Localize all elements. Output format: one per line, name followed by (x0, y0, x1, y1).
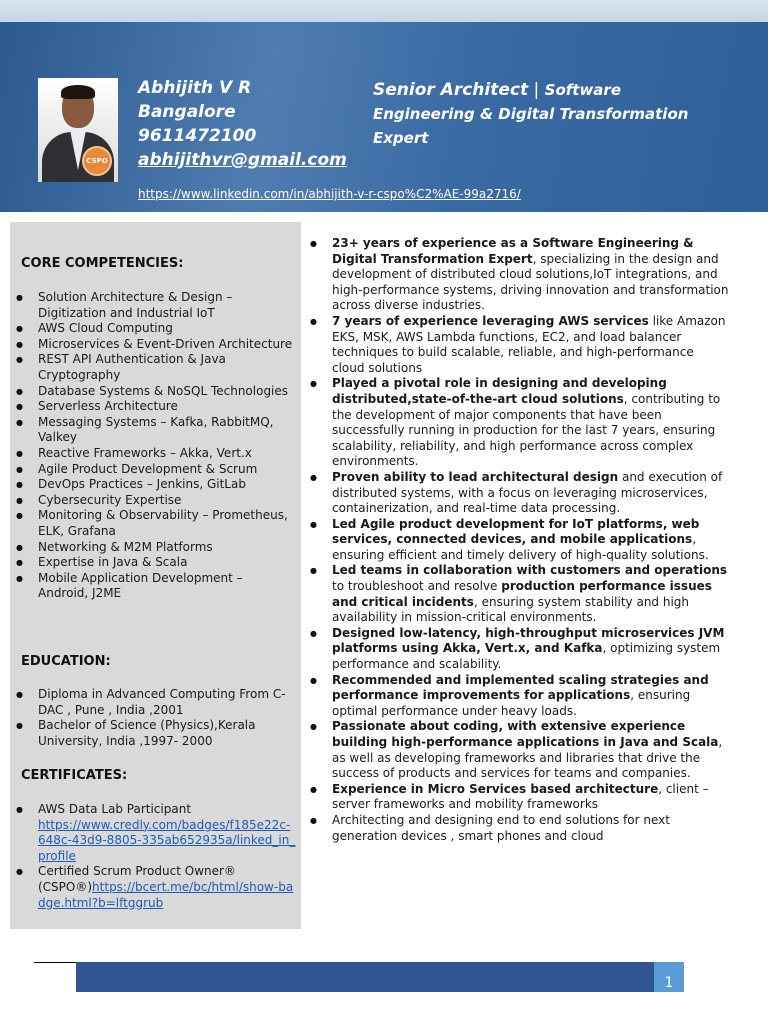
list-item: ● Monitoring & Observability – Prometheus, ELK, Grafana (10, 508, 296, 539)
cert-link[interactable]: https://bcert.me/bc/html/show-badge.html?b=lftggrub (38, 879, 294, 910)
list-item: ● Played a pivotal role in designing and developing distributed,state-of-the-art cloud solutions, contributing to the development of major components that have been successfully running in production for the last 7 years, ensuring scalability, reliability, and high performance across complex environments. (309, 376, 729, 470)
list-item: ● 23+ years of experience as a Software Engineering & Digital Transformation Expert, specializing in the design and development of distributed cloud solutions,IoT integrations, and high-performance systems, driving innovation and transformation across diverse industries. (309, 236, 729, 314)
list-item: ● Serverless Architecture (10, 399, 296, 415)
footer-bar (76, 962, 654, 992)
candidate-phone: 9611472100 (138, 126, 257, 146)
list-item: ● Led Agile product development for IoT platforms, web services, connected devices, and mobile applications, ensuring efficient and timely delivery of high-quality solutions. (309, 517, 729, 564)
list-item: ● Agile Product Development & Scrum (10, 462, 296, 478)
cspo-badge-icon: CSPO (82, 146, 112, 176)
list-item: ● Recommended and implemented scaling strategies and performance improvements for applications, ensuring optimal performance under heavy loads. (309, 673, 729, 720)
list-item: ● Messaging Systems – Kafka, RabbitMQ, Valkey (10, 415, 296, 446)
list-item: ● Diploma in Advanced Computing From C-DAC , Pune , India ,2001 (10, 687, 296, 718)
job-title-rest-1: Software (544, 81, 621, 99)
job-title-main: Senior Architect (373, 80, 529, 100)
candidate-city: Bangalore (138, 102, 236, 122)
list-item (10, 864, 296, 911)
page-number: 1 (654, 962, 684, 992)
list-item: ● Passionate about coding, with extensive experience building high-performance applications in Java and Scala, as well as developing frameworks and libraries that drive the success of products and services for teams and companies. (309, 719, 729, 781)
footer-divider (34, 962, 76, 963)
experience-list (309, 236, 729, 844)
list-item: ● REST API Authentication & Java Cryptography (10, 352, 296, 383)
certificates-list (10, 802, 296, 911)
list-item: ● Reactive Frameworks – Akka, Vert.x (10, 446, 296, 462)
list-item: ● DevOps Practices – Jenkins, GitLab (10, 477, 296, 493)
list-item: ● Led teams in collaboration with customers and operations to troubleshoot and resolve production performance issues and critical incidents, ensuring system stability and high availability in mission-critical environments. (309, 563, 729, 625)
list-item: ● Microservices & Event-Driven Architecture (10, 337, 296, 353)
list-item: ● Designed low-latency, high-throughput microservices JVM platforms using Akka, Vert.x, and Kafka, optimizing system performance and scalability. (309, 626, 729, 673)
list-item (10, 802, 296, 864)
cert-title: AWS Data Lab Participant (38, 802, 192, 816)
sidebar (10, 222, 301, 929)
list-item: ● Expertise in Java & Scala (10, 555, 296, 571)
job-title: Senior Architect | Software Engineering & Digital Transformation Expert (373, 80, 689, 147)
cert-title: Certified Scrum Product Owner® (CSPO®) (38, 864, 236, 894)
list-item: ● 7 years of experience leveraging AWS services like Amazon EKS, MSK, AWS Lambda functions, EC2, and load balancer techniques to build scalable, reliable, and high-performance cloud solutions (309, 314, 729, 376)
cert-link[interactable]: https://www.credly.com/badges/f185e22c-648c-43d9-8805-335ab652935a/linked_in_profile (38, 817, 296, 863)
job-title-rest-2: Engineering & Digital Transformation Expert (373, 105, 689, 147)
list-item: ● Bachelor of Science (Physics),Kerala University, India ,1997- 2000 (10, 718, 296, 749)
list-item: ● Architecting and designing end to end solutions for next generation devices , smart phones and cloud (309, 813, 729, 844)
list-item: ● Mobile Application Development – Android, J2ME (10, 571, 296, 602)
core-competencies-list (10, 290, 296, 602)
list-item: ● Proven ability to lead architectural design and execution of distributed systems, with a focus on leveraging microservices, containerization, and real-time data processing. (309, 470, 729, 517)
linkedin-link[interactable]: https://www.linkedin.com/in/abhijith-v-r-cspo%C2%AE-99a2716/ (138, 187, 521, 201)
list-item: ● Database Systems & NoSQL Technologies (10, 384, 296, 400)
education-heading: EDUCATION: (21, 654, 111, 669)
candidate-name: Abhijith V R (138, 78, 252, 98)
education-list (10, 687, 296, 749)
candidate-email-link[interactable]: abhijithvr@gmail.com (138, 150, 347, 170)
top-strip (0, 0, 768, 22)
list-item: ● Experience in Micro Services based architecture, client – server frameworks and mobility frameworks (309, 782, 729, 813)
profile-photo (38, 78, 118, 182)
certificates-heading: CERTIFICATES: (21, 768, 128, 783)
core-competencies-heading: CORE COMPETENCIES: (21, 256, 184, 271)
list-item: ● AWS Cloud Computing (10, 321, 296, 337)
list-item: ● Networking & M2M Platforms (10, 540, 296, 556)
list-item: ● Cybersecurity Expertise (10, 493, 296, 509)
list-item: ● Solution Architecture & Design – Digitization and Industrial IoT (10, 290, 296, 321)
